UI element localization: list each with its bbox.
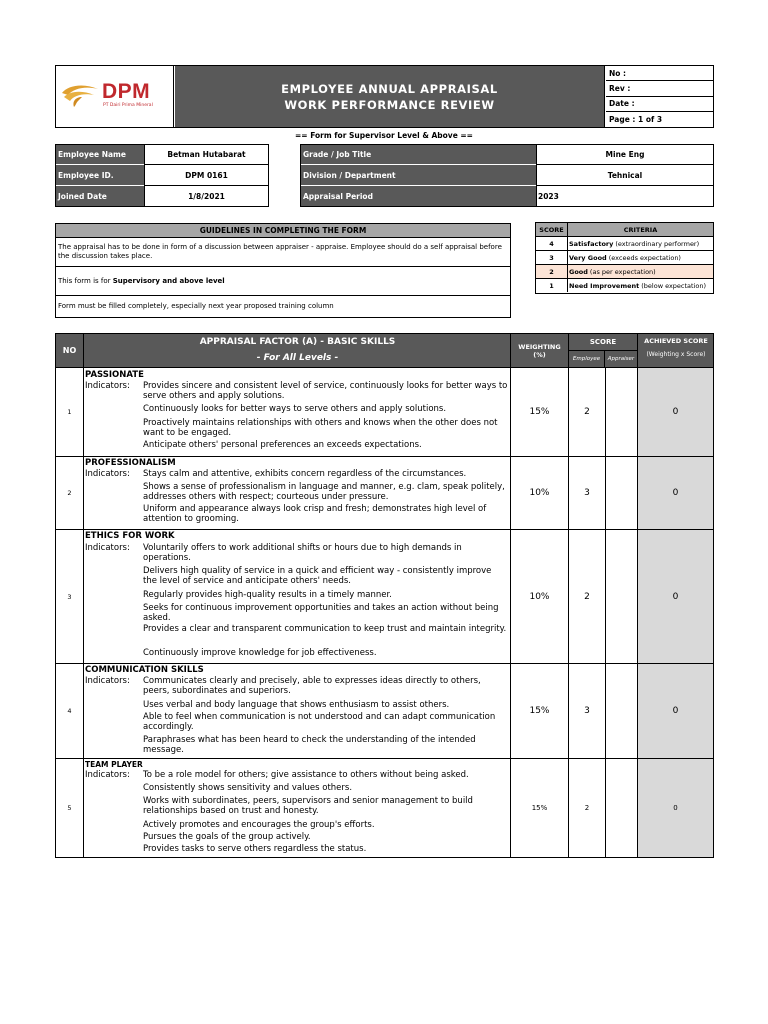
indicator-text: Communicates clearly and precisely, able to expresses ideas directly to others, peers, subordinates and superiors.: [143, 676, 481, 696]
doc-meta: [606, 66, 713, 127]
indicators-label: Indicators:: [85, 770, 130, 780]
score-header: SCORE: [569, 334, 637, 351]
criteria-text: [569, 279, 713, 292]
col-achieved-header: [638, 334, 714, 368]
criteria-note: (exceeds expectation): [608, 253, 681, 262]
appraiser-score-header: Appraiser: [607, 356, 635, 362]
form-level-note: == Form for Supervisor Level & Above ==: [295, 131, 473, 140]
period-label: Appraisal Period: [301, 186, 536, 206]
division-label: Division / Department: [301, 165, 536, 186]
criteria-score: 3: [536, 251, 568, 264]
criteria-header: CRITERIA: [568, 223, 713, 237]
factor-body: [84, 664, 511, 759]
col-score-header: [569, 334, 638, 368]
appraiser-score[interactable]: [606, 457, 638, 530]
indicator-text: Anticipate others' personal preferences an exceeds expectations.: [143, 440, 422, 450]
col-no-header: NO: [56, 334, 84, 368]
indicator-text: Shows a sense of professionalism in language and manner, e.g. clam, speak politely, addresses others with respect; courteous under pressure.: [143, 482, 505, 502]
appraiser-score[interactable]: [606, 368, 638, 457]
indicator-text: Provides sincere and consistent level of service, continuously looks for better ways to serve others and apply solutions.: [143, 381, 508, 401]
score-criteria: [535, 222, 714, 294]
achieved-header: ACHIEVED SCORE: [644, 337, 708, 345]
factor-body: [84, 759, 511, 858]
employee-name-label: Employee Name: [56, 145, 144, 165]
appraiser-score[interactable]: [606, 759, 638, 858]
factor-no: 1: [56, 368, 84, 457]
meta-rev: Rev :: [606, 81, 713, 96]
criteria-row: [536, 251, 713, 265]
factor-row: [56, 530, 714, 664]
indicator-text: Provides a clear and transparent communication to keep trust and maintain integrity.: [143, 624, 507, 634]
criteria-text: [569, 251, 713, 264]
factor-weight: 10%: [511, 457, 569, 530]
factor-row: [56, 368, 714, 457]
factor-no: 4: [56, 664, 84, 759]
meta-no: No :: [606, 66, 713, 81]
factor-no: 5: [56, 759, 84, 858]
indicators-label: Indicators:: [85, 381, 130, 391]
form-header: [55, 65, 714, 128]
indicator-text: Paraphrases what has been heard to check the understanding of the intended message.: [143, 735, 476, 755]
factor-body: [84, 457, 511, 530]
factor-row: [56, 457, 714, 530]
col-weighting-header: WEIGHTING (%): [511, 334, 569, 368]
indicator-text: Seeks for continuous improvement opportunities and takes an action without being asked.: [143, 603, 499, 623]
employee-name-value: Betman Hutabarat: [144, 145, 268, 165]
criteria-text: [569, 237, 713, 250]
factor-title: PASSIONATE: [85, 370, 144, 380]
meta-page: Page : 1 of 3: [609, 114, 663, 124]
criteria-label: Satisfactory: [569, 239, 614, 248]
employee-score: 2: [569, 530, 606, 664]
guideline-3: Form must be filled completely, especially next year proposed training column: [58, 302, 334, 311]
employee-score: 3: [569, 457, 606, 530]
employee-id-label: Employee ID.: [56, 165, 144, 186]
guideline-2: [56, 267, 510, 295]
criteria-row: [536, 237, 713, 251]
joined-date-label: Joined Date: [56, 186, 144, 206]
period-value: 2023: [536, 186, 713, 206]
indicator-text: Delivers high quality of service in a quick and efficient way - consistently improve the level of service and anticipate others' needs.: [143, 566, 492, 586]
criteria-score: 4: [536, 237, 568, 250]
joined-date-value: 1/8/2021: [144, 186, 268, 206]
logo: [56, 66, 174, 127]
employee-id-value: DPM 0161: [144, 165, 268, 186]
factor-body: [84, 368, 511, 457]
indicator-text: Voluntarily offers to work additional shifts or hours due to high demands in operations.: [143, 543, 462, 563]
criteria-row: [536, 279, 713, 293]
factor-row: [56, 759, 714, 858]
indicator-text: To be a role model for others; give assistance to others without being asked.: [143, 770, 469, 780]
appraiser-score[interactable]: [606, 664, 638, 759]
guidelines-box: [55, 223, 511, 318]
achieved-score: 0: [638, 530, 714, 664]
criteria-note: (as per expectation): [589, 267, 656, 276]
criteria-label: Very Good: [569, 253, 607, 262]
division-value: Tehnical: [536, 165, 713, 186]
factor-weight: 10%: [511, 530, 569, 664]
logo-swoosh-icon: [60, 83, 100, 109]
form-title: [175, 66, 605, 127]
grade-label: Grade / Job Title: [301, 145, 536, 165]
factor-header: APPRAISAL FACTOR (A) - BASIC SKILLS: [199, 337, 396, 347]
meta-date: Date :: [606, 97, 713, 112]
criteria-note: (below expectation): [641, 281, 707, 290]
col-factor-header: [84, 334, 511, 368]
guideline-2-bold: Supervisory and above level: [112, 276, 225, 285]
logo-text: DPM: [102, 80, 151, 103]
indicator-text: Provides tasks to serve others regardless the status.: [143, 844, 367, 854]
indicators-label: Indicators:: [85, 543, 130, 553]
indicator-text: Pursues the goals of the group actively.: [143, 832, 311, 842]
criteria-note: (extraordinary performer): [615, 239, 700, 248]
guideline-1: The appraisal has to be done in form of a discussion between appraiser - appraise. Employee should do a self appraisal before the discussion takes place.: [58, 243, 502, 260]
grade-value: Mine Eng: [536, 145, 713, 165]
indicator-text: Proactively maintains relationships with others and knows when the other does not want to be engaged.: [143, 418, 498, 438]
indicator-text: Continuously improve knowledge for job effectiveness.: [143, 648, 377, 658]
factor-row: [56, 664, 714, 759]
indicator-text: Works with subordinates, peers, supervisors and senior management to build relationships based on trust and honesty.: [143, 796, 473, 816]
guidelines-title: GUIDELINES IN COMPLETING THE FORM: [56, 224, 510, 238]
logo-subtext: PT Dairi Prima Mineral: [103, 103, 153, 108]
factor-title: PROFESSIONALISM: [85, 458, 176, 468]
factor-weight: 15%: [511, 368, 569, 457]
criteria-label: Good: [569, 267, 588, 276]
title-line-1: EMPLOYEE ANNUAL APPRAISAL: [281, 81, 498, 96]
indicator-text: Able to feel when communication is not understood and can adapt communication accordingly.: [143, 712, 496, 732]
indicator-text: Actively promotes and encourages the group's efforts.: [143, 820, 375, 830]
indicator-text: Uniform and appearance always look crisp and fresh; demonstrates high level of attention to grooming.: [143, 504, 487, 524]
employee-score-header: Employee: [569, 351, 605, 367]
achieved-score: 0: [638, 664, 714, 759]
guideline-2-prefix: This form is for: [58, 276, 113, 285]
indicator-text: Stays calm and attentive, exhibits concern regardless of the circumstances.: [143, 469, 467, 479]
employee-score: 2: [569, 759, 606, 858]
title-line-2: WORK PERFORMANCE REVIEW: [284, 97, 495, 112]
factor-body: [84, 530, 511, 664]
achieved-score: 0: [638, 457, 714, 530]
indicator-text: Continuously looks for better ways to serve others and apply solutions.: [143, 404, 447, 414]
criteria-score: 1: [536, 279, 568, 292]
appraisal-table: [55, 333, 714, 858]
appraiser-score[interactable]: [606, 530, 638, 664]
factor-weight: 15%: [511, 664, 569, 759]
factor-title: ETHICS FOR WORK: [85, 531, 175, 541]
criteria-label: Need Improvement: [569, 281, 640, 290]
criteria-score: 2: [536, 265, 568, 278]
achieved-score: 0: [638, 759, 714, 858]
factor-title: COMMUNICATION SKILLS: [85, 665, 204, 675]
criteria-row: [536, 265, 713, 279]
achieved-subheader: (Weighting x Score): [646, 351, 706, 358]
criteria-score-header: SCORE: [536, 223, 568, 237]
factor-title: TEAM PLAYER: [85, 760, 143, 769]
indicator-text: Regularly provides high-quality results in a timely manner.: [143, 590, 392, 600]
factor-weight: 15%: [511, 759, 569, 858]
indicators-label: Indicators:: [85, 469, 130, 479]
achieved-score: 0: [638, 368, 714, 457]
criteria-text: [569, 265, 713, 278]
indicator-text: Uses verbal and body language that shows enthusiasm to assist others.: [143, 700, 450, 710]
indicators-label: Indicators:: [85, 676, 130, 686]
factor-subheader: - For All Levels -: [256, 353, 339, 363]
indicator-text: Consistently shows sensitivity and values others.: [143, 783, 353, 793]
factor-no: 3: [56, 530, 84, 664]
employee-info: [55, 144, 714, 207]
employee-score: 3: [569, 664, 606, 759]
employee-score: 2: [569, 368, 606, 457]
factor-no: 2: [56, 457, 84, 530]
